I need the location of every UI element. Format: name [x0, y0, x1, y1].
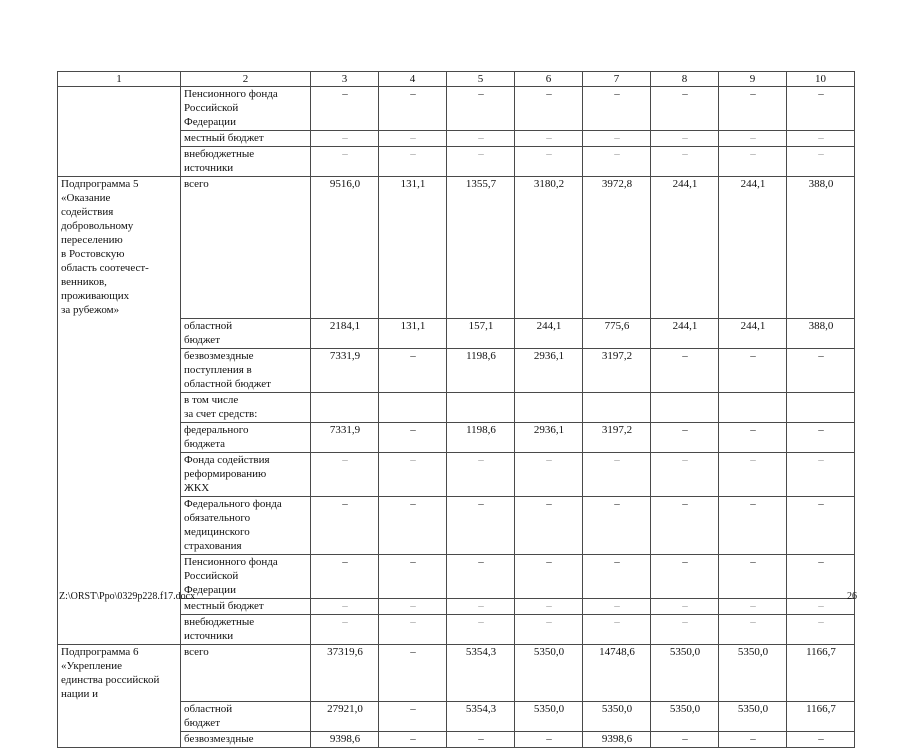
value-cell: –: [787, 422, 855, 452]
value-cell: 388,0: [787, 318, 855, 348]
value-cell: –: [651, 348, 719, 392]
funding-source-cell: внебюджетные источники: [181, 614, 311, 644]
page-number: 26: [847, 591, 857, 602]
funding-source-cell: всего: [181, 177, 311, 319]
value-cell: –: [583, 598, 651, 614]
value-cell: 7331,9: [311, 348, 379, 392]
value-cell: [447, 392, 515, 422]
value-cell: 5354,3: [447, 644, 515, 702]
value-cell: –: [379, 598, 447, 614]
column-number-header: 4: [379, 72, 447, 87]
table-row: [58, 177, 855, 319]
value-cell: –: [583, 147, 651, 177]
funding-source-cell: местный бюджет: [181, 598, 311, 614]
value-cell: –: [379, 554, 447, 598]
program-name-cell: Подпрограмма 5 «Оказание содействия добровольному переселению в Ростовскую область соотечест- венников, проживающих за рубежом»: [58, 177, 181, 319]
value-cell: –: [311, 554, 379, 598]
funding-source-cell: федерального бюджета: [181, 422, 311, 452]
table-row: [58, 147, 855, 177]
program-name-cell: [58, 348, 181, 392]
value-cell: –: [379, 452, 447, 496]
funding-source-cell: Федерального фонда обязательного медицинского страхования: [181, 496, 311, 554]
value-cell: –: [787, 732, 855, 748]
program-name-cell: Подпрограмма 6 «Укрепление единства российской нации и: [58, 644, 181, 702]
value-cell: –: [719, 614, 787, 644]
value-cell: –: [515, 598, 583, 614]
value-cell: [379, 392, 447, 422]
value-cell: –: [311, 598, 379, 614]
funding-source-cell: Пенсионного фонда Российской Федерации: [181, 87, 311, 131]
table-row: [58, 131, 855, 147]
value-cell: –: [651, 554, 719, 598]
value-cell: –: [787, 598, 855, 614]
value-cell: –: [719, 732, 787, 748]
value-cell: 37319,6: [311, 644, 379, 702]
value-cell: –: [583, 614, 651, 644]
value-cell: –: [583, 452, 651, 496]
value-cell: –: [515, 452, 583, 496]
program-name-cell: [58, 318, 181, 348]
value-cell: –: [651, 614, 719, 644]
value-cell: –: [515, 554, 583, 598]
program-name-cell: [58, 452, 181, 496]
table-row: [58, 318, 855, 348]
funding-source-cell: в том числе за счет средств:: [181, 392, 311, 422]
column-number-header: 8: [651, 72, 719, 87]
value-cell: [719, 392, 787, 422]
table-row: [58, 732, 855, 748]
value-cell: 5350,0: [515, 644, 583, 702]
table-row: [58, 348, 855, 392]
value-cell: –: [651, 422, 719, 452]
table-row: [58, 422, 855, 452]
funding-source-cell: областной бюджет: [181, 702, 311, 732]
value-cell: –: [311, 131, 379, 147]
column-number-header: 3: [311, 72, 379, 87]
value-cell: 244,1: [651, 177, 719, 319]
column-number-header: 9: [719, 72, 787, 87]
value-cell: –: [447, 131, 515, 147]
value-cell: –: [379, 702, 447, 732]
value-cell: –: [719, 554, 787, 598]
value-cell: –: [515, 147, 583, 177]
value-cell: 131,1: [379, 177, 447, 319]
value-cell: –: [787, 131, 855, 147]
value-cell: –: [311, 614, 379, 644]
value-cell: 5350,0: [583, 702, 651, 732]
value-cell: –: [719, 147, 787, 177]
value-cell: 157,1: [447, 318, 515, 348]
value-cell: –: [379, 644, 447, 702]
value-cell: 244,1: [651, 318, 719, 348]
value-cell: –: [651, 496, 719, 554]
value-cell: –: [447, 87, 515, 131]
value-cell: 244,1: [515, 318, 583, 348]
program-name-cell: [58, 87, 181, 131]
value-cell: 1355,7: [447, 177, 515, 319]
value-cell: –: [719, 87, 787, 131]
column-number-header: 1: [58, 72, 181, 87]
value-cell: –: [719, 452, 787, 496]
value-cell: 244,1: [719, 318, 787, 348]
value-cell: 9398,6: [583, 732, 651, 748]
value-cell: –: [447, 452, 515, 496]
value-cell: –: [787, 452, 855, 496]
header-row: [58, 72, 855, 87]
value-cell: –: [515, 732, 583, 748]
footer-file-path: Z:\ORST\Ppo\0329p228.f17.docx: [59, 591, 196, 602]
value-cell: 5350,0: [651, 644, 719, 702]
value-cell: 5350,0: [515, 702, 583, 732]
funding-source-cell: областной бюджет: [181, 318, 311, 348]
funding-source-cell: внебюджетные источники: [181, 147, 311, 177]
value-cell: –: [719, 496, 787, 554]
program-name-cell: [58, 702, 181, 732]
value-cell: –: [583, 554, 651, 598]
value-cell: –: [379, 87, 447, 131]
program-name-cell: [58, 147, 181, 177]
value-cell: 131,1: [379, 318, 447, 348]
value-cell: –: [447, 614, 515, 644]
value-cell: –: [311, 87, 379, 131]
column-number-header: 7: [583, 72, 651, 87]
value-cell: 2184,1: [311, 318, 379, 348]
funding-source-cell: всего: [181, 644, 311, 702]
value-cell: 244,1: [719, 177, 787, 319]
funding-source-cell: Фонда содействия реформированию ЖКХ: [181, 452, 311, 496]
funding-source-cell: безвозмездные поступления в областной бюджет: [181, 348, 311, 392]
value-cell: 2936,1: [515, 348, 583, 392]
value-cell: –: [651, 147, 719, 177]
value-cell: –: [719, 422, 787, 452]
value-cell: 1198,6: [447, 422, 515, 452]
value-cell: –: [379, 496, 447, 554]
funding-source-cell: местный бюджет: [181, 131, 311, 147]
value-cell: [311, 392, 379, 422]
funding-source-cell: Пенсионного фонда Российской Федерации: [181, 554, 311, 598]
program-name-cell: [58, 392, 181, 422]
value-cell: –: [583, 131, 651, 147]
value-cell: 3180,2: [515, 177, 583, 319]
value-cell: 5354,3: [447, 702, 515, 732]
program-name-cell: [58, 422, 181, 452]
value-cell: –: [651, 452, 719, 496]
value-cell: 3197,2: [583, 422, 651, 452]
value-cell: [515, 392, 583, 422]
value-cell: –: [379, 732, 447, 748]
value-cell: –: [515, 496, 583, 554]
table-row: [58, 87, 855, 131]
program-name-cell: [58, 732, 181, 748]
value-cell: –: [515, 614, 583, 644]
value-cell: 9516,0: [311, 177, 379, 319]
value-cell: 1166,7: [787, 644, 855, 702]
column-number-header: 5: [447, 72, 515, 87]
value-cell: –: [651, 732, 719, 748]
value-cell: –: [787, 147, 855, 177]
value-cell: –: [447, 732, 515, 748]
value-cell: –: [651, 598, 719, 614]
value-cell: –: [719, 598, 787, 614]
value-cell: –: [447, 598, 515, 614]
value-cell: –: [719, 131, 787, 147]
value-cell: 775,6: [583, 318, 651, 348]
value-cell: –: [583, 496, 651, 554]
value-cell: 27921,0: [311, 702, 379, 732]
value-cell: –: [787, 496, 855, 554]
table-row: [58, 392, 855, 422]
value-cell: –: [379, 422, 447, 452]
value-cell: 7331,9: [311, 422, 379, 452]
value-cell: –: [379, 348, 447, 392]
funding-source-cell: безвозмездные: [181, 732, 311, 748]
value-cell: 1166,7: [787, 702, 855, 732]
program-name-cell: [58, 496, 181, 554]
value-cell: –: [311, 147, 379, 177]
value-cell: –: [379, 614, 447, 644]
value-cell: –: [311, 452, 379, 496]
value-cell: [787, 392, 855, 422]
value-cell: 5350,0: [719, 644, 787, 702]
value-cell: –: [787, 87, 855, 131]
value-cell: 388,0: [787, 177, 855, 319]
value-cell: –: [651, 131, 719, 147]
value-cell: –: [447, 554, 515, 598]
value-cell: 1198,6: [447, 348, 515, 392]
value-cell: [651, 392, 719, 422]
value-cell: 2936,1: [515, 422, 583, 452]
value-cell: –: [787, 614, 855, 644]
table-row: [58, 496, 855, 554]
value-cell: –: [379, 147, 447, 177]
value-cell: –: [787, 554, 855, 598]
value-cell: –: [515, 131, 583, 147]
value-cell: 3197,2: [583, 348, 651, 392]
column-number-header: 2: [181, 72, 311, 87]
value-cell: 5350,0: [719, 702, 787, 732]
table-row: [58, 644, 855, 702]
value-cell: –: [719, 348, 787, 392]
value-cell: –: [311, 496, 379, 554]
value-cell: –: [651, 87, 719, 131]
column-number-header: 10: [787, 72, 855, 87]
value-cell: –: [583, 87, 651, 131]
value-cell: –: [787, 348, 855, 392]
value-cell: 14748,6: [583, 644, 651, 702]
value-cell: –: [447, 496, 515, 554]
value-cell: –: [379, 131, 447, 147]
program-name-cell: [58, 131, 181, 147]
table-row: [58, 452, 855, 496]
column-number-header: 6: [515, 72, 583, 87]
value-cell: –: [447, 147, 515, 177]
value-cell: 9398,6: [311, 732, 379, 748]
table-row: [58, 702, 855, 732]
budget-table: [57, 71, 855, 748]
value-cell: 5350,0: [651, 702, 719, 732]
value-cell: [583, 392, 651, 422]
value-cell: –: [515, 87, 583, 131]
value-cell: 3972,8: [583, 177, 651, 319]
